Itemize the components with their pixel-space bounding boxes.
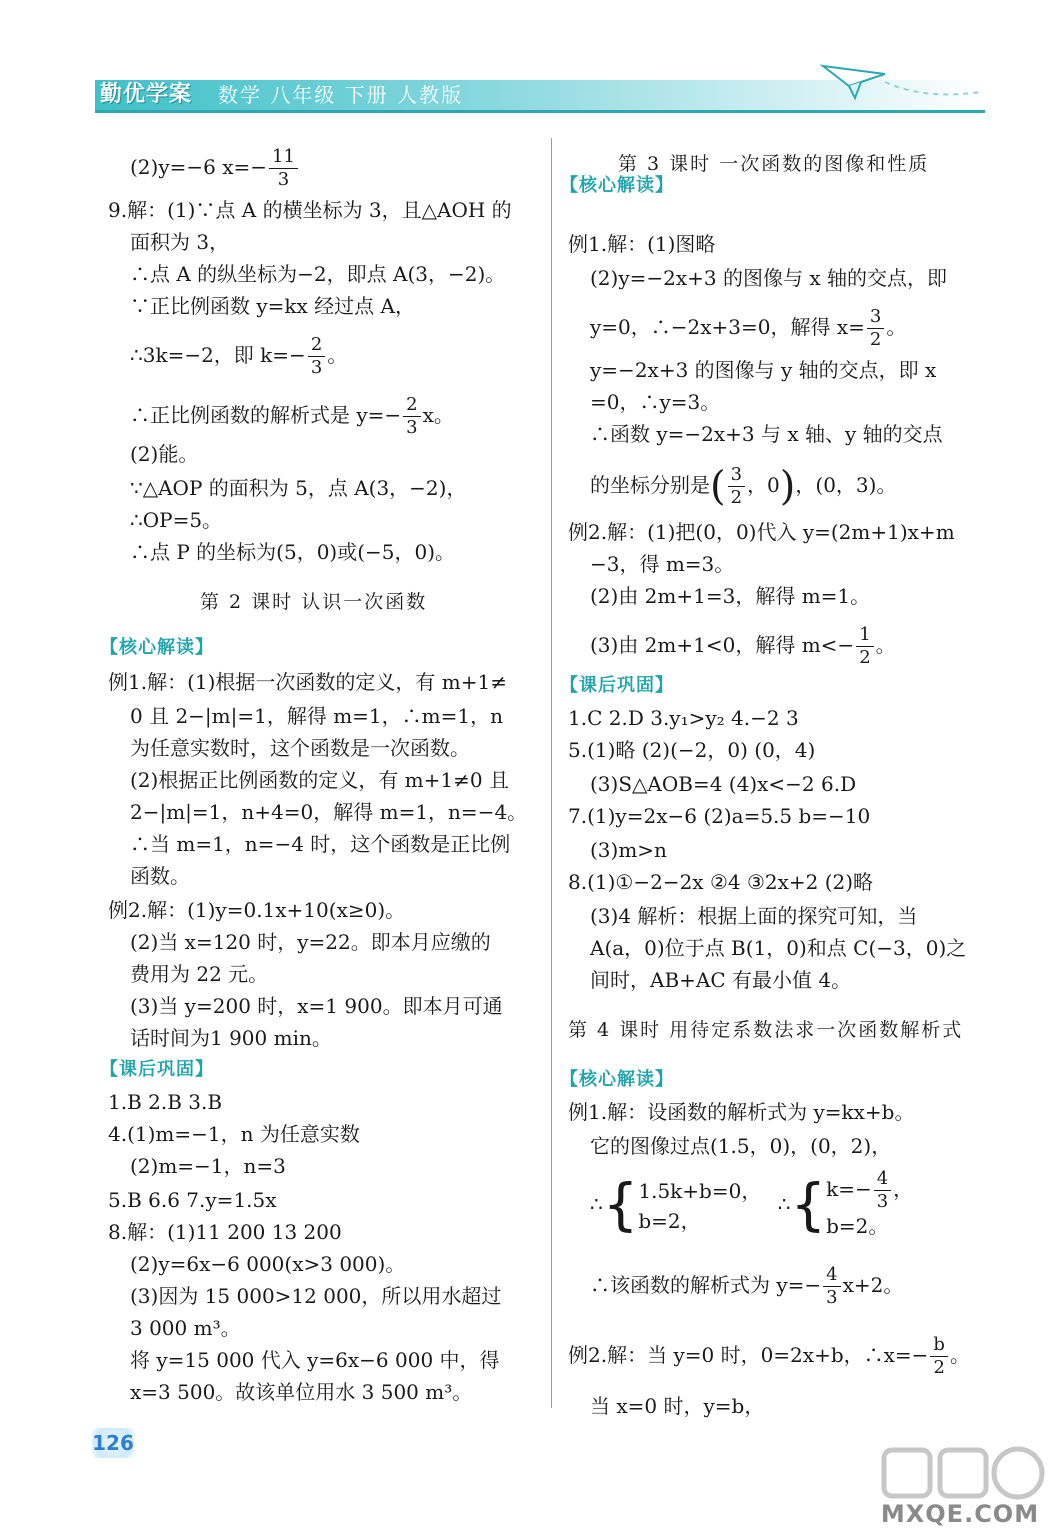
section-title: 第 4 课时 用待定系数法求一次函数解析式 [568, 1019, 964, 1041]
answer-line: y=0，∴−2x+3=0，解得 x= $\frac{3}{2}$ 。 [590, 306, 907, 350]
answer-line: 9.解：(1)∵点 A 的横坐标为 3，且△AOH 的 [108, 198, 512, 222]
answer-line: ∴该函数的解析式为 y=− $\frac{4}{3}$ x+2。 [590, 1264, 904, 1308]
fraction: $\frac{11}{3}$ [269, 148, 298, 189]
answer-line: (2)y=6x−6 000(x>3 000)。 [130, 1252, 406, 1276]
answer-line: ∴当 m=1，n=−4 时，这个函数是正比例 [130, 832, 511, 856]
answer-line: (3)S△AOB=4 (4)x<−2 6.D [590, 772, 857, 796]
column-divider [551, 138, 552, 1408]
answer-line: 它的图像过点(1.5，0)，(0，2)， [590, 1134, 892, 1158]
section-tag: 【核心解读】 [560, 1069, 674, 1090]
answer-line: 1.B 2.B 3.B [108, 1090, 223, 1114]
answer-line: 例1.解：(1)根据一次函数的定义，有 m+1≠ [108, 670, 507, 694]
equation-system: ∴{ 1.5k+b=0， b=2， ∴{ k=− $\frac{4}{3}$ ， b=2。 [590, 1168, 914, 1238]
fraction: $\frac{2}{3}$ [403, 396, 420, 437]
answer-line: 5.(1)略 (2)(−2，0) (0，4) [568, 738, 816, 762]
fraction: $\frac{3}{2}$ [728, 466, 745, 507]
answer-line: 的坐标分别是( $\frac{3}{2}$ ，0)，(0，3)。 [590, 463, 897, 510]
answer-line: 4.(1)m=−1，n 为任意实数 [108, 1122, 360, 1146]
answer-line: (3)因为 15 000>12 000，所以用水超过 [130, 1284, 502, 1308]
answer-line: ∴点 A 的纵坐标为−2，即点 A(3，−2)。 [130, 262, 506, 286]
answer-line: 当 x=0 时，y=b， [590, 1394, 765, 1418]
section-tag: 【课后巩固】 [560, 675, 674, 696]
answer-line: (2)当 x=120 时，y=22。即本月应缴的 [130, 930, 491, 954]
answer-line: 面积为 3， [130, 230, 230, 254]
section-title: 第 3 课时 一次函数的图像和性质 [618, 153, 930, 175]
answer-line: 将 y=15 000 代入 y=6x−6 000 中，得 [130, 1348, 500, 1372]
answer-line: 1.C 2.D 3.y₁>y₂ 4.−2 3 [568, 706, 799, 730]
answer-line: (3)4 解析：根据上面的探究可知，当 [590, 904, 918, 928]
answer-line: (2)y=−6 x=− $\frac{11}{3}$ [108, 148, 300, 189]
page-header [0, 0, 1054, 140]
paper-plane-icon [815, 52, 985, 112]
answer-line: 0 且 2−|m|=1，解得 m=1，∴m=1，n [130, 704, 503, 728]
answer-line: 间时，AB+AC 有最小值 4。 [590, 968, 852, 992]
answer-line: 例2.解：当 y=0 时，0=2x+b，∴x=− $\frac{b}{2}$ 。 [568, 1334, 970, 1378]
answer-line: (3)m>n [590, 838, 667, 862]
answer-line: 函数。 [130, 864, 190, 888]
answer-line: 7.(1)y=2x−6 (2)a=5.5 b=−10 [568, 804, 871, 828]
answer-line: 8.(1)①−2−2x ②4 ③2x+2 (2)略 [568, 870, 874, 894]
answer-line: (3)当 y=200 时，x=1 900。即本月可通 [130, 994, 503, 1018]
answer-line: 例2.解：(1)把(0，0)代入 y=(2m+1)x+m [568, 520, 955, 544]
answer-line: y=−2x+3 的图像与 y 轴的交点，即 x [590, 358, 937, 382]
answer-line: =0，∴y=3。 [590, 390, 721, 414]
answer-line: ∴函数 y=−2x+3 与 x 轴、y 轴的交点 [590, 422, 943, 446]
answer-line: ∴3k=−2，即 k=− $\frac{2}{3}$ 。 [130, 334, 348, 378]
answer-line: 费用为 22 元。 [130, 962, 269, 986]
answer-line: 2−|m|=1，n+4=0，解得 m=1，n=−4。 [130, 800, 528, 824]
section-title: 第 2 课时 认识一次函数 [200, 591, 428, 613]
answer-line: (2)根据正比例函数的定义，有 m+1≠0 且 [130, 768, 509, 792]
answer-line: (2)由 2m+1=3，解得 m=1。 [590, 584, 871, 608]
fraction: $\frac{1}{2}$ [856, 626, 873, 667]
answer-line: (2)m=−1，n=3 [130, 1154, 286, 1178]
answer-line: 例1.解：(1)图略 [568, 232, 716, 256]
fraction: $\frac{4}{3}$ [874, 1170, 891, 1211]
page-number: 126 [92, 1428, 134, 1458]
section-tag: 【核心解读】 [560, 175, 674, 196]
answer-line: 3 000 m³。 [130, 1316, 241, 1340]
section-tag: 【核心解读】 [100, 637, 214, 658]
answer-line: (2)y=−2x+3 的图像与 x 轴的交点，即 [590, 266, 947, 290]
answer-line: ∵△AOP 的面积为 5，点 A(3，−2)， [130, 476, 467, 500]
answer-line: x=3 500。故该单位用水 3 500 m³。 [130, 1380, 473, 1404]
answer-line: 话时间为1 900 min。 [130, 1026, 332, 1050]
answer-line: 5.B 6.6 7.y=1.5x [108, 1188, 277, 1212]
answer-line: (3)由 2m+1<0，解得 m<− $\frac{1}{2}$ 。 [590, 624, 896, 668]
answer-line: ∴正比例函数的解析式是 y=− $\frac{2}{3}$ x。 [130, 394, 454, 438]
answer-line: ∴OP=5。 [130, 508, 223, 532]
answer-line: 8.解：(1)11 200 13 200 [108, 1220, 342, 1244]
fraction: $\frac{4}{3}$ [823, 1266, 840, 1307]
fraction: $\frac{b}{2}$ [930, 1336, 948, 1377]
section-tag: 【课后巩固】 [100, 1059, 214, 1080]
brand-logo: 勤优学案 [100, 82, 193, 107]
fraction: $\frac{2}{3}$ [308, 336, 325, 377]
watermark-text: MXQE.COM [880, 1500, 1040, 1528]
answer-line: −3，得 m=3。 [590, 552, 735, 576]
book-subtitle: 数学 八年级 下册 人教版 [218, 83, 464, 107]
answer-line: ∵正比例函数 y=kx 经过点 A， [130, 294, 415, 318]
answer-line: 为任意实数时，这个函数是一次函数。 [130, 736, 470, 760]
fraction: $\frac{3}{2}$ [867, 308, 884, 349]
answer-line: (2)能。 [130, 442, 199, 466]
answer-line: 例2.解：(1)y=0.1x+10(x≥0)。 [108, 898, 406, 922]
answer-line: 例1.解：设函数的解析式为 y=kx+b。 [568, 1100, 915, 1124]
answer-line: ∴点 P 的坐标为(5，0)或(−5，0)。 [130, 540, 456, 564]
answer-line: A(a，0)位于点 B(1，0)和点 C(−3，0)之 [590, 936, 967, 960]
